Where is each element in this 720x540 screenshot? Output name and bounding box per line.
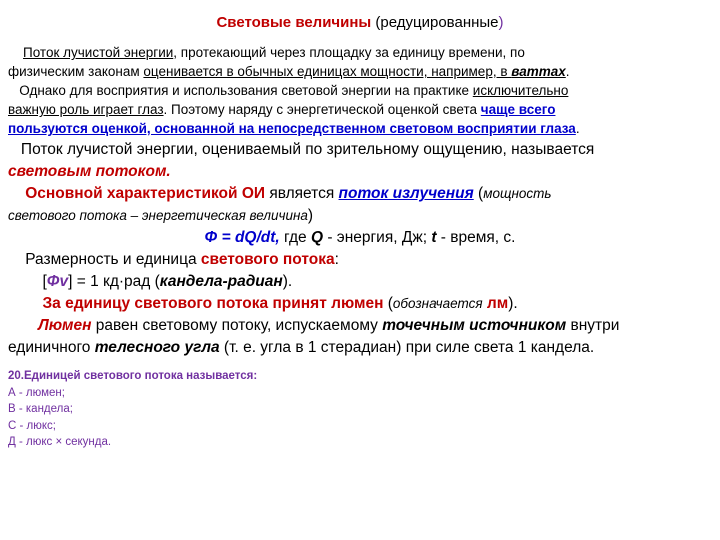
para6-line	[8, 293, 714, 315]
para1-underlined: оценивается в обычных единицах мощности, например, в	[143, 64, 512, 79]
para6-lm: лм	[486, 295, 509, 312]
unit-text: ] = 1 кд·рад (	[68, 273, 160, 290]
para4-paren-open: (	[473, 185, 484, 202]
para4-line2	[8, 205, 714, 227]
para2-most-often: чаще всего	[480, 102, 556, 117]
title-main: Световые величины	[216, 14, 372, 31]
para7-rest: (т. е. угла в 1 стерадиан) при силе света 1 кандела.	[219, 339, 595, 356]
para2-line2	[8, 100, 714, 119]
answer-option-a: А - люмен;	[8, 386, 65, 399]
unit-candela-radian: кандела-радиан	[159, 273, 283, 290]
para1-watts: ваттах	[511, 64, 566, 79]
answer-option-c: С - люкс;	[8, 419, 56, 432]
title-paren: )	[498, 14, 504, 31]
answer-option-d: Д - люкс × секунда.	[8, 436, 112, 448]
unit-line	[8, 271, 714, 293]
para4-power: мощность	[483, 186, 552, 201]
para4-paren-close: )	[307, 207, 314, 224]
para7-line2	[8, 337, 714, 359]
para4-text: является	[265, 185, 339, 202]
formula-q: Q	[310, 229, 324, 246]
para1-text2: физическим законам	[8, 64, 144, 79]
para6-close: ).	[508, 295, 518, 312]
para1-text: , протекающий через площадку за единицу времени, по	[173, 45, 525, 60]
para1-line2	[8, 62, 714, 81]
para7-inside: внутри	[566, 317, 620, 334]
formula-t: t	[431, 229, 437, 246]
para7-point-source: точечным источником	[382, 317, 567, 334]
question-block	[8, 368, 257, 451]
para7-unit: единичного	[8, 339, 95, 356]
para5-text: Размерность и единица	[25, 251, 201, 268]
para2-exclusively: исключительно	[472, 83, 569, 98]
para6-paren-open: (	[383, 295, 393, 312]
unit-phi-v: Φv	[46, 273, 69, 290]
para7-lumen: Люмен	[38, 317, 92, 334]
formula-text1: где	[279, 229, 311, 246]
para4-main-characteristic: Основной характеристикой ОИ	[25, 185, 266, 202]
para4-line1	[8, 183, 714, 205]
para3-line2	[8, 161, 714, 183]
formula-line	[0, 227, 720, 249]
para5-luminous-flux: светового потока	[200, 251, 335, 268]
para5-colon: :	[334, 251, 339, 268]
para6-lumen-unit: За единицу светового потока принят люмен	[42, 295, 384, 312]
unit-bracket-open: [	[42, 273, 47, 290]
slide-title	[0, 14, 720, 31]
formula-text2: - энергия, Дж;	[323, 229, 432, 246]
para2-line1	[8, 81, 714, 100]
unit-close: ).	[282, 273, 293, 290]
para3-text: Поток лучистой энергии, оцениваемый по зрительному ощущению, называется	[20, 141, 595, 158]
para2-eye: важную роль играет глаз	[8, 102, 164, 117]
formula-expression: Φ = dQ/dt,	[204, 229, 280, 246]
para2-blue-phrase: пользуются оценкой, основанной на непосредственном световом восприятии глаза	[8, 121, 576, 136]
answer-option-b: В - кандела;	[8, 403, 73, 415]
para2-dot: .	[575, 121, 580, 136]
question-title: 20.Единицей светового потока называется:	[8, 370, 258, 382]
para3-line1	[8, 139, 714, 161]
para4-radiation-flux: поток излучения	[338, 185, 474, 202]
para2-line3	[8, 119, 714, 138]
para3-luminous-flux: световым потоком.	[8, 163, 171, 180]
title-subtitle: (редуцированные	[371, 14, 499, 31]
para2-text2: . Поэтому наряду с энергетической оценкой света	[163, 102, 481, 117]
para7-line1	[8, 315, 714, 337]
para2-text: Однако для восприятия и использования световой энергии на практике	[19, 83, 473, 98]
formula-text3: - время, с.	[436, 229, 516, 246]
para1-line1	[8, 43, 714, 62]
para1-term: Поток лучистой энергии	[23, 45, 174, 60]
para7-text: равен световому потоку, испускаемому	[91, 317, 383, 334]
para1-dot: .	[565, 64, 570, 79]
para7-solid-angle: телесного угла	[94, 339, 220, 356]
para4-note: светового потока – энергетическая величина	[8, 208, 308, 223]
para6-denoted: обозначается	[392, 296, 483, 311]
para5-line	[8, 249, 714, 271]
